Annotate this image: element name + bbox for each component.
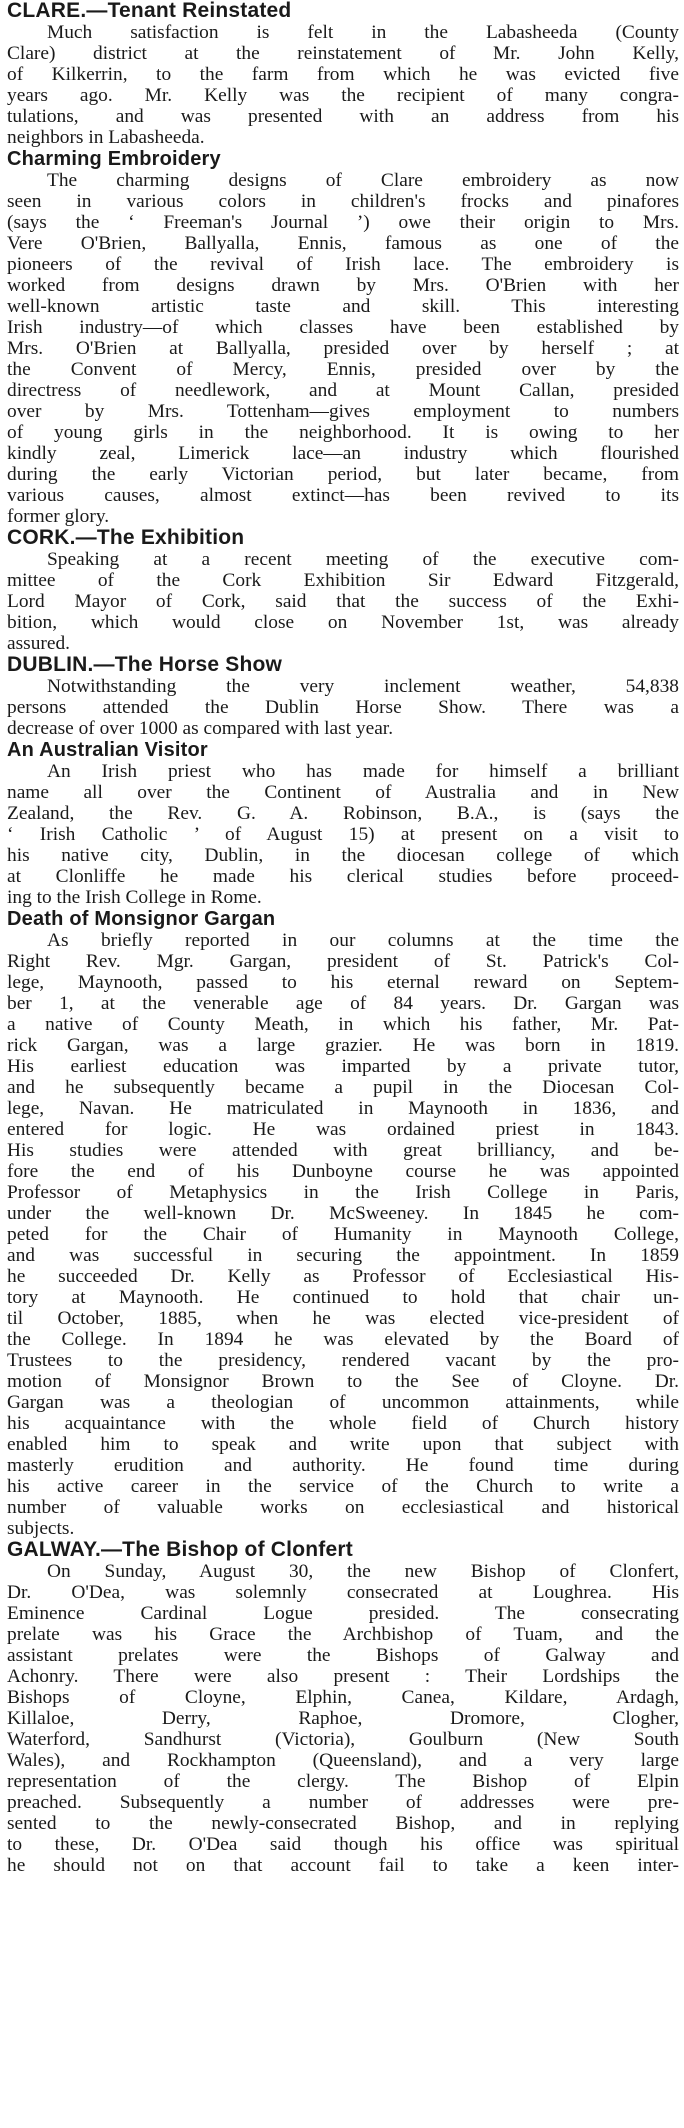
- text-line: directress of needlework, and at Mount Callan, presided: [7, 380, 679, 401]
- text-line: bition, which would close on November 1st, was already: [7, 612, 679, 633]
- text-line: Irish industry—of which classes have been established by: [7, 317, 679, 338]
- text-line: Clare) district at the reinstatement of Mr. John Kelly,: [7, 43, 679, 64]
- section-heading: CORK.—The Exhibition: [7, 526, 245, 549]
- text-line: Achonry. There were also present : Their Lordships the: [7, 1666, 679, 1687]
- text-line: worked from designs drawn by Mrs. O'Brien with her: [7, 275, 679, 296]
- section-heading: Death of Monsignor Gargan: [7, 908, 276, 930]
- text-line: and was successful in securing the appointment. In 1859: [7, 1245, 679, 1266]
- text-line: former glory.: [7, 506, 110, 527]
- text-line: Trustees to the presidency, rendered vacant by the pro-: [7, 1350, 679, 1371]
- section-heading: DUBLIN.—The Horse Show: [7, 653, 283, 676]
- text-line: Right Rev. Mgr. Gargan, president of St. Patrick's Col-: [7, 951, 679, 972]
- text-line: Lord Mayor of Cork, said that the success of the Exhi-: [7, 591, 679, 612]
- text-line: seen in various colors in children's frocks and pinafores: [7, 191, 679, 212]
- text-line: to these, Dr. O'Dea said though his office was spiritual: [7, 1834, 679, 1855]
- text-line: rick Gargan, was a large grazier. He was born in 1819.: [7, 1035, 679, 1056]
- text-line: As briefly reported in our columns at the time the: [47, 930, 679, 951]
- text-line: prelate was his Grace the Archbishop of Tuam, and the: [7, 1624, 679, 1645]
- article-text-column: [7, 0, 679, 1876]
- text-line: His earliest education was imparted by a private tutor,: [7, 1056, 679, 1077]
- text-line: assistant prelates were the Bishops of Galway and: [7, 1645, 679, 1666]
- text-line: a native of County Meath, in which his father, Mr. Pat-: [7, 1014, 679, 1035]
- text-line: peted for the Chair of Humanity in Maynooth College,: [7, 1224, 679, 1245]
- text-line: lege, Maynooth, passed to his eternal reward on Septem-: [7, 972, 679, 993]
- text-line: the College. In 1894 he was elevated by the Board of: [7, 1329, 679, 1350]
- text-line: of Kilkerrin, to the farm from which he was evicted five: [7, 64, 679, 85]
- text-line: Waterford, Sandhurst (Victoria), Goulburn (New South: [7, 1729, 679, 1750]
- text-line: his acquaintance with the whole field of Church history: [7, 1413, 679, 1434]
- text-line: An Irish priest who has made for himself a brilliant: [47, 761, 679, 782]
- text-line: number of valuable works on ecclesiastical and historical: [7, 1497, 679, 1518]
- text-line: fore the end of his Dunboyne course he was appointed: [7, 1161, 679, 1182]
- text-line: sented to the newly-consecrated Bishop, and in replying: [7, 1813, 679, 1834]
- section-clare: [7, 0, 679, 148]
- text-line: tory at Maynooth. He continued to hold that chair un-: [7, 1287, 679, 1308]
- text-line: Much satisfaction is felt in the Labasheeda (County: [47, 22, 679, 43]
- text-line: Gargan was a theologian of uncommon attainments, while: [7, 1392, 679, 1413]
- text-line: (says the ‘ Freeman's Journal ’) owe their origin to Mrs.: [7, 212, 679, 233]
- text-line: and he subsequently became a pupil in the Diocesan Col-: [7, 1077, 679, 1098]
- text-line: Notwithstanding the very inclement weather, 54,838: [47, 676, 679, 697]
- text-line: On Sunday, August 30, the new Bishop of Clonfert,: [47, 1561, 679, 1582]
- text-line: Dr. O'Dea, was solemnly consecrated at Loughrea. His: [7, 1582, 679, 1603]
- section-heading: An Australian Visitor: [7, 739, 208, 761]
- section-dublin: [7, 654, 679, 739]
- text-line: til October, 1885, when he was elected vice-president of: [7, 1308, 679, 1329]
- text-line: the Convent of Mercy, Ennis, presided over by the: [7, 359, 679, 380]
- text-line: persons attended the Dublin Horse Show. There was a: [7, 697, 679, 718]
- text-line: masterly erudition and authority. He found time during: [7, 1455, 679, 1476]
- text-line: His studies were attended with great brilliancy, and be-: [7, 1140, 679, 1161]
- text-line: pioneers of the revival of Irish lace. The embroidery is: [7, 254, 679, 275]
- text-line: ing to the Irish College in Rome.: [7, 887, 262, 908]
- text-line: kindly zeal, Limerick lace—an industry which flourished: [7, 443, 679, 464]
- text-line: Speaking at a recent meeting of the executive com-: [47, 549, 679, 570]
- text-line: at Clonliffe he made his clerical studies before proceed-: [7, 866, 679, 887]
- text-line: Zealand, the Rev. G. A. Robinson, B.A., is (says the: [7, 803, 679, 824]
- text-line: he should not on that account fail to take a keen inter-: [7, 1855, 679, 1876]
- text-line: enabled him to speak and write upon that subject with: [7, 1434, 679, 1455]
- text-line: Mrs. O'Brien at Ballyalla, presided over by herself ; at: [7, 338, 679, 359]
- text-line: motion of Monsignor Brown to the See of Cloyne. Dr.: [7, 1371, 679, 1392]
- text-line: decrease of over 1000 as compared with last year.: [7, 718, 394, 739]
- text-line: Professor of Metaphysics in the Irish College in Paris,: [7, 1182, 679, 1203]
- text-line: neighbors in Labasheeda.: [7, 127, 205, 148]
- text-line: assured.: [7, 633, 71, 654]
- text-line: entered for logic. He was ordained priest in 1843.: [7, 1119, 679, 1140]
- text-line: lege, Navan. He matriculated in Maynooth in 1836, and: [7, 1098, 679, 1119]
- text-line: well-known artistic taste and skill. This interesting: [7, 296, 679, 317]
- text-line: his active career in the service of the Church to write a: [7, 1476, 679, 1497]
- text-line: of young girls in the neighborhood. It is owing to her: [7, 422, 679, 443]
- section-australian-visitor: [7, 739, 679, 908]
- text-line: ber 1, at the venerable age of 84 years. Dr. Gargan was: [7, 993, 679, 1014]
- text-line: Eminence Cardinal Logue presided. The consecrating: [7, 1603, 679, 1624]
- text-line: his native city, Dublin, in the diocesan college of which: [7, 845, 679, 866]
- text-line: he succeeded Dr. Kelly as Professor of Ecclesiastical His-: [7, 1266, 679, 1287]
- text-line: The charming designs of Clare embroidery as now: [47, 170, 679, 191]
- section-heading: CLARE.—Tenant Reinstated: [7, 0, 292, 22]
- text-line: various causes, almost extinct—has been revived to its: [7, 485, 679, 506]
- section-gargan: [7, 908, 679, 1539]
- text-line: Wales), and Rockhampton (Queensland), and a very large: [7, 1750, 679, 1771]
- section-cork: [7, 527, 679, 654]
- text-line: Killaloe, Derry, Raphoe, Dromore, Clogher,: [7, 1708, 679, 1729]
- text-line: years ago. Mr. Kelly was the recipient of many congra-: [7, 85, 679, 106]
- text-line: under the well-known Dr. McSweeney. In 1845 he com-: [7, 1203, 679, 1224]
- section-heading: GALWAY.—The Bishop of Clonfert: [7, 1538, 353, 1561]
- text-line: mittee of the Cork Exhibition Sir Edward Fitzgerald,: [7, 570, 679, 591]
- text-line: tulations, and was presented with an address from his: [7, 106, 679, 127]
- text-line: representation of the clergy. The Bishop of Elpin: [7, 1771, 679, 1792]
- text-line: during the early Victorian period, but later became, from: [7, 464, 679, 485]
- text-line: ‘ Irish Catholic ’ of August 15) at present on a visit to: [7, 824, 679, 845]
- text-line: preached. Subsequently a number of addresses were pre-: [7, 1792, 679, 1813]
- section-embroidery: [7, 148, 679, 527]
- section-heading: Charming Embroidery: [7, 148, 221, 170]
- text-line: over by Mrs. Tottenham—gives employment to numbers: [7, 401, 679, 422]
- text-line: subjects.: [7, 1518, 75, 1539]
- section-galway: [7, 1539, 679, 1876]
- text-line: Vere O'Brien, Ballyalla, Ennis, famous as one of the: [7, 233, 679, 254]
- text-line: name all over the Continent of Australia and in New: [7, 782, 679, 803]
- text-line: Bishops of Cloyne, Elphin, Canea, Kildare, Ardagh,: [7, 1687, 679, 1708]
